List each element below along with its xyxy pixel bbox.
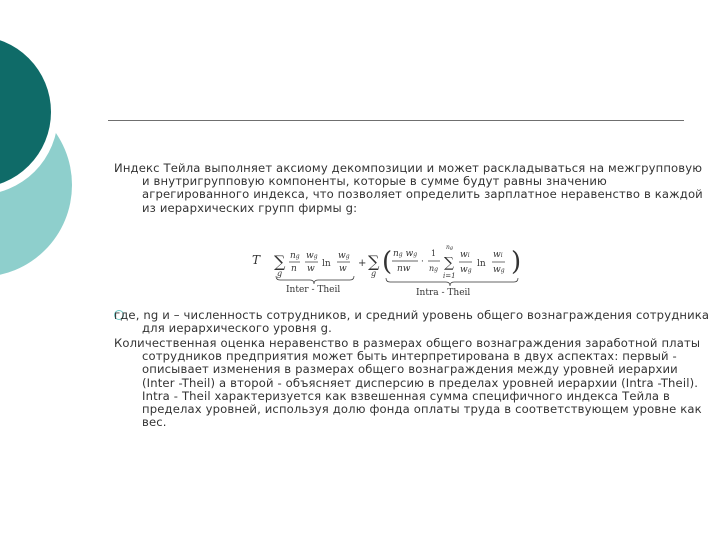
formula-sub-i: i=1 (443, 272, 456, 280)
formula-frac2-den: w (307, 264, 315, 274)
formula-sum-2: ∑ (368, 252, 380, 271)
formula-lhs: T (252, 253, 261, 267)
formula-frac6-den: wg (460, 265, 472, 275)
formula-frac7-den: wg (493, 265, 505, 275)
formula-frac5-den: ng (429, 264, 438, 273)
inter-brace (276, 276, 354, 284)
formula-frac7-num: wi (493, 250, 503, 260)
formula-ln-1: ln (322, 259, 331, 269)
formula-frac4-den: nw (397, 264, 411, 274)
horizontal-rule (108, 120, 684, 121)
interpretation-paragraph: Количественная оценка неравенство в размерах общего вознаграждения заработной платы сотрудников предприятия может быть интерпретирована в двух аспектах: первый - описывает изменения в размерах общего вознаграждения между уровней иерархии (Inter -Theil) а второй - объясняет дисперсию в пределах уровней иерархии (Intra -Theil). Intra - Theil характеризуется как взвешенная сумма специфичного индекса Тейла в пределах уровней, используя долю фонда оплаты труда в соответствующем уровне как вес. (114, 336, 702, 430)
formula-frac5-num: 1 (431, 249, 437, 258)
formula-frac3-num: wg (338, 251, 350, 261)
formula-sub-g-2: g (371, 269, 377, 278)
decorative-circles (0, 0, 110, 300)
formula-sum-3: ∑ (444, 255, 454, 271)
formula-dot: · (421, 257, 424, 267)
formula-paren-open: ( (382, 247, 393, 277)
formula-frac2-num: wg (306, 251, 318, 261)
formula-frac1-num: ng (290, 251, 300, 261)
definition-paragraph: где, ng и – численность сотрудников, и средний уровень общего вознаграждения сотрудника для иерархического уровня g. (114, 308, 710, 336)
formula-frac6-num: wi (460, 250, 470, 260)
formula-ln-2: ln (477, 259, 486, 269)
formula-paren-close: ) (511, 247, 522, 277)
formula-sum3-top: ng (446, 244, 454, 251)
formula-frac3-den: w (339, 264, 347, 274)
intra-theil-label: Intra - Theil (416, 288, 471, 298)
formula-plus: + (358, 258, 367, 269)
inter-theil-label: Inter - Theil (286, 285, 341, 295)
intro-paragraph: Индекс Тейла выполняет аксиому декомпозиции и может раскладываться на межгрупповую и внутригрупповую компоненты, которые в сумме будут равны значению агрегированного индекса, что позволяет определить зарплатное неравенство в каждой из иерархических групп фирмы g: (114, 161, 703, 215)
formula-frac4-num: ng wg (393, 249, 418, 259)
formula-frac1-den: n (291, 264, 297, 274)
formula-sum-1: ∑ (274, 252, 286, 271)
formula-sub-g-1: g (277, 269, 283, 278)
theil-decomposition-formula (246, 236, 536, 298)
